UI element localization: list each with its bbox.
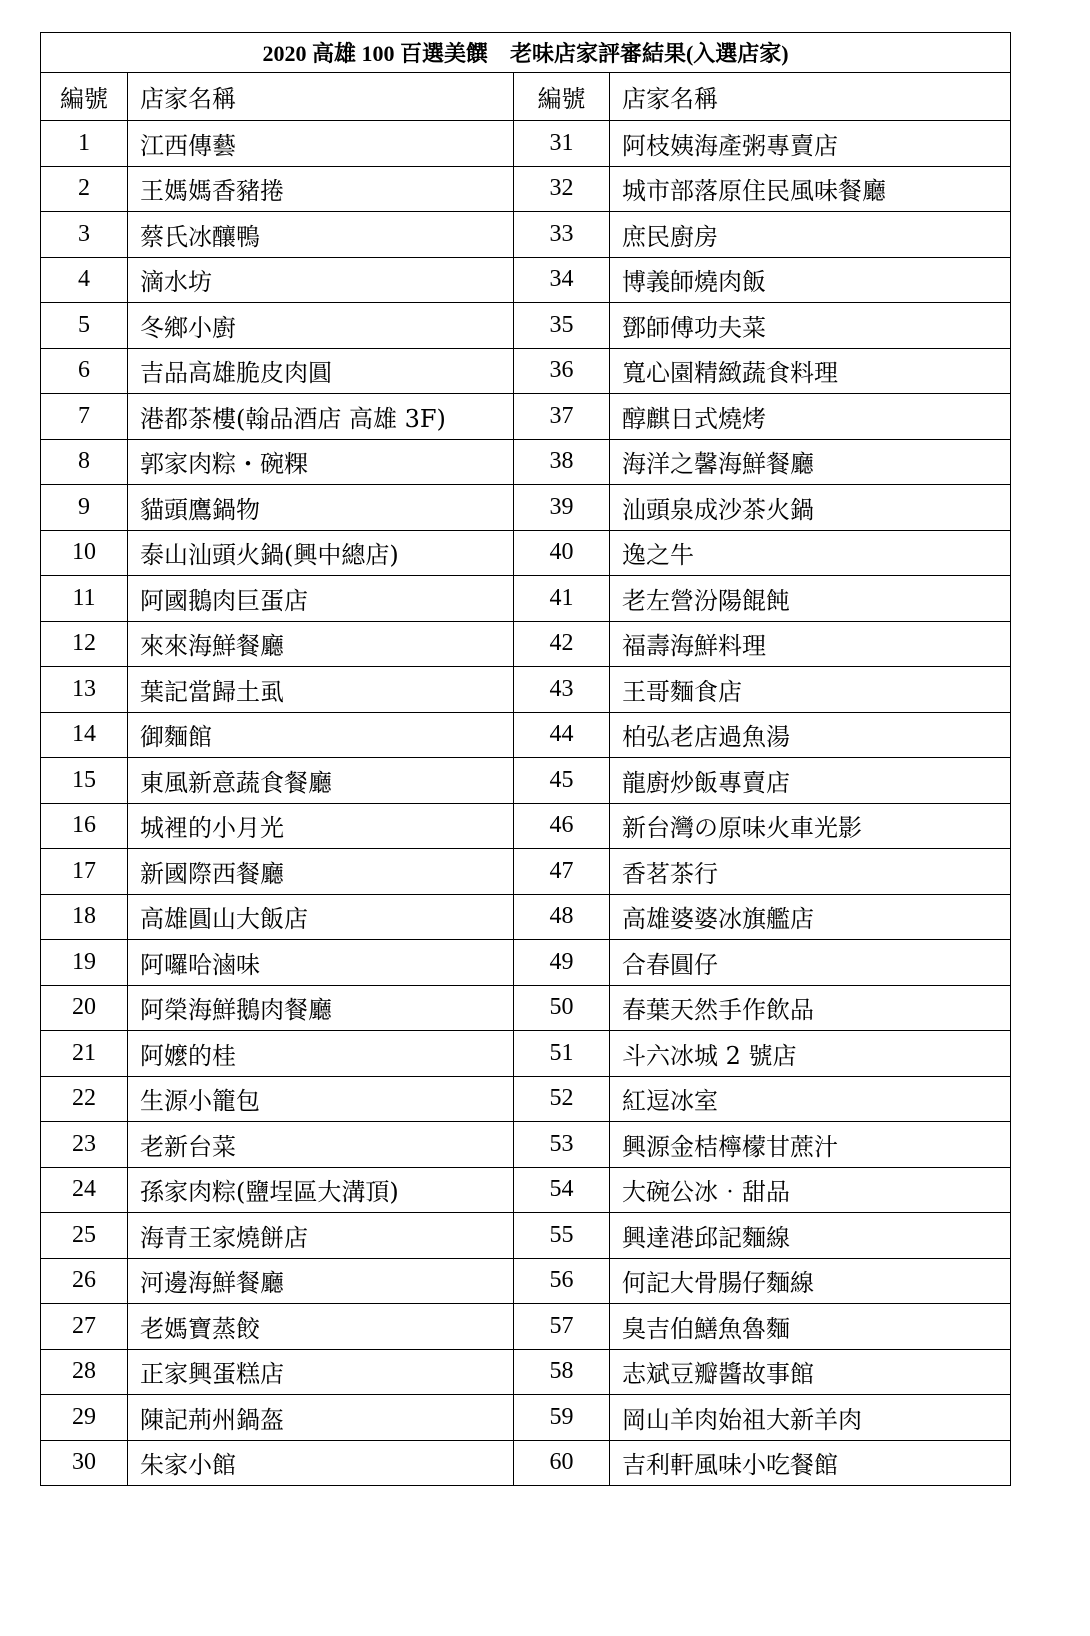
- selected-stores-table: [40, 32, 1011, 1486]
- store-name-right: 庶民廚房: [610, 212, 1011, 258]
- table-row: [41, 576, 1011, 622]
- store-number-left: 7: [41, 394, 128, 440]
- store-number-right: 55: [514, 1213, 610, 1259]
- store-number-right: 45: [514, 758, 610, 804]
- store-number-right: 40: [514, 530, 610, 576]
- store-name-right: 城市部落原住民風味餐廳: [610, 166, 1011, 212]
- table-row: [41, 485, 1011, 531]
- store-number-right: 53: [514, 1122, 610, 1168]
- store-name-left: 貓頭鷹鍋物: [128, 485, 514, 531]
- header-number-left: 編號: [41, 73, 128, 121]
- store-number-right: 56: [514, 1258, 610, 1304]
- store-number-left: 16: [41, 803, 128, 849]
- store-name-left: 滴水坊: [128, 257, 514, 303]
- store-name-right: 吉利軒風味小吃餐館: [610, 1440, 1011, 1486]
- store-name-left: 港都茶樓(翰品酒店 高雄 3F): [128, 394, 514, 440]
- store-number-left: 2: [41, 166, 128, 212]
- store-number-left: 10: [41, 530, 128, 576]
- store-number-right: 52: [514, 1076, 610, 1122]
- store-name-left: 海青王家燒餅店: [128, 1213, 514, 1259]
- table-row: [41, 166, 1011, 212]
- store-number-right: 42: [514, 621, 610, 667]
- store-number-left: 19: [41, 940, 128, 986]
- table-body: [41, 33, 1011, 1486]
- store-number-left: 17: [41, 849, 128, 895]
- store-number-right: 37: [514, 394, 610, 440]
- table-row: [41, 348, 1011, 394]
- store-number-left: 29: [41, 1395, 128, 1441]
- table-row: [41, 1349, 1011, 1395]
- header-number-right: 編號: [514, 73, 610, 121]
- store-number-left: 18: [41, 894, 128, 940]
- header-store-name-left: 店家名稱: [128, 73, 514, 121]
- store-name-left: 孫家肉粽(鹽埕區大溝頂): [128, 1167, 514, 1213]
- table-title: 2020 高雄 100 百選美饌 老味店家評審結果(入選店家): [41, 33, 1011, 73]
- table-row: [41, 1031, 1011, 1077]
- table-row: [41, 439, 1011, 485]
- store-name-right: 興達港邱記麵線: [610, 1213, 1011, 1259]
- store-number-right: 39: [514, 485, 610, 531]
- store-name-right: 臭吉伯鱔魚魯麵: [610, 1304, 1011, 1350]
- store-number-left: 21: [41, 1031, 128, 1077]
- table-row: [41, 1122, 1011, 1168]
- store-number-left: 24: [41, 1167, 128, 1213]
- store-name-left: 泰山汕頭火鍋(興中總店): [128, 530, 514, 576]
- store-name-left: 老新台菜: [128, 1122, 514, 1168]
- store-number-left: 3: [41, 212, 128, 258]
- table-row: [41, 1440, 1011, 1486]
- store-name-right: 王哥麵食店: [610, 667, 1011, 713]
- store-name-left: 生源小籠包: [128, 1076, 514, 1122]
- store-number-left: 8: [41, 439, 128, 485]
- store-name-right: 博義師燒肉飯: [610, 257, 1011, 303]
- store-name-right: 斗六冰城 2 號店: [610, 1031, 1011, 1077]
- store-number-left: 11: [41, 576, 128, 622]
- table-row: [41, 849, 1011, 895]
- store-number-right: 47: [514, 849, 610, 895]
- store-number-right: 60: [514, 1440, 610, 1486]
- table-row: [41, 212, 1011, 258]
- store-name-right: 香茗茶行: [610, 849, 1011, 895]
- store-name-left: 城裡的小月光: [128, 803, 514, 849]
- store-name-left: 冬鄉小廚: [128, 303, 514, 349]
- store-number-right: 36: [514, 348, 610, 394]
- store-number-left: 25: [41, 1213, 128, 1259]
- table-row: [41, 394, 1011, 440]
- store-name-right: 鄧師傅功夫菜: [610, 303, 1011, 349]
- store-name-right: 柏弘老店過魚湯: [610, 712, 1011, 758]
- store-number-right: 50: [514, 985, 610, 1031]
- table-row: [41, 257, 1011, 303]
- store-name-left: 郭家肉粽・碗粿: [128, 439, 514, 485]
- store-name-left: 高雄圓山大飯店: [128, 894, 514, 940]
- table-row: [41, 303, 1011, 349]
- store-name-right: 龍廚炒飯專賣店: [610, 758, 1011, 804]
- header-store-name-right: 店家名稱: [610, 73, 1011, 121]
- store-number-left: 28: [41, 1349, 128, 1395]
- table-row: [41, 1213, 1011, 1259]
- store-name-right: 興源金桔檸檬甘蔗汁: [610, 1122, 1011, 1168]
- store-name-left: 御麵館: [128, 712, 514, 758]
- table-row: [41, 1395, 1011, 1441]
- table-row: [41, 121, 1011, 167]
- table-row: [41, 940, 1011, 986]
- store-name-left: 王媽媽香豬捲: [128, 166, 514, 212]
- table-row: [41, 621, 1011, 667]
- store-number-left: 12: [41, 621, 128, 667]
- store-number-left: 15: [41, 758, 128, 804]
- store-number-right: 34: [514, 257, 610, 303]
- store-number-left: 1: [41, 121, 128, 167]
- store-number-right: 41: [514, 576, 610, 622]
- store-name-left: 阿嬤的桂: [128, 1031, 514, 1077]
- table-row: [41, 1167, 1011, 1213]
- store-name-right: 大碗公冰‧甜品: [610, 1167, 1011, 1213]
- store-number-left: 27: [41, 1304, 128, 1350]
- store-name-right: 岡山羊肉始祖大新羊肉: [610, 1395, 1011, 1441]
- store-number-right: 38: [514, 439, 610, 485]
- store-name-right: 汕頭泉成沙茶火鍋: [610, 485, 1011, 531]
- store-name-right: 福壽海鮮料理: [610, 621, 1011, 667]
- store-name-right: 合春圓仔: [610, 940, 1011, 986]
- store-number-left: 30: [41, 1440, 128, 1486]
- store-name-right: 老左營汾陽餛飩: [610, 576, 1011, 622]
- store-number-left: 23: [41, 1122, 128, 1168]
- store-name-right: 醇麒日式燒烤: [610, 394, 1011, 440]
- store-number-right: 44: [514, 712, 610, 758]
- store-number-right: 48: [514, 894, 610, 940]
- store-number-right: 31: [514, 121, 610, 167]
- store-number-left: 22: [41, 1076, 128, 1122]
- store-name-right: 志斌豆瓣醬故事館: [610, 1349, 1011, 1395]
- store-number-left: 4: [41, 257, 128, 303]
- store-name-right: 春葉天然手作飲品: [610, 985, 1011, 1031]
- store-number-left: 9: [41, 485, 128, 531]
- store-name-right: 海洋之馨海鮮餐廳: [610, 439, 1011, 485]
- store-number-left: 26: [41, 1258, 128, 1304]
- store-name-left: 阿榮海鮮鵝肉餐廳: [128, 985, 514, 1031]
- store-name-left: 阿囉哈滷味: [128, 940, 514, 986]
- store-number-right: 57: [514, 1304, 610, 1350]
- store-number-right: 51: [514, 1031, 610, 1077]
- store-name-left: 河邊海鮮餐廳: [128, 1258, 514, 1304]
- store-name-left: 東風新意蔬食餐廳: [128, 758, 514, 804]
- table-row: [41, 1304, 1011, 1350]
- table-row: [41, 985, 1011, 1031]
- store-number-right: 54: [514, 1167, 610, 1213]
- store-number-right: 59: [514, 1395, 610, 1441]
- store-number-right: 32: [514, 166, 610, 212]
- store-number-left: 14: [41, 712, 128, 758]
- store-number-right: 58: [514, 1349, 610, 1395]
- store-name-left: 新國際西餐廳: [128, 849, 514, 895]
- store-name-right: 新台灣の原味火車光影: [610, 803, 1011, 849]
- store-number-right: 43: [514, 667, 610, 713]
- store-name-left: 來來海鮮餐廳: [128, 621, 514, 667]
- store-name-right: 高雄婆婆冰旗艦店: [610, 894, 1011, 940]
- table-row: [41, 758, 1011, 804]
- table-row: [41, 712, 1011, 758]
- table-row: [41, 1258, 1011, 1304]
- store-name-left: 蔡氏冰釀鴨: [128, 212, 514, 258]
- table-row: [41, 667, 1011, 713]
- store-name-right: 何記大骨腸仔麵線: [610, 1258, 1011, 1304]
- table-row: [41, 1076, 1011, 1122]
- store-name-left: 老媽寶蒸餃: [128, 1304, 514, 1350]
- store-number-left: 5: [41, 303, 128, 349]
- table-row: [41, 530, 1011, 576]
- title-row: [41, 33, 1011, 73]
- store-name-left: 吉品高雄脆皮肉圓: [128, 348, 514, 394]
- store-number-right: 46: [514, 803, 610, 849]
- store-number-left: 13: [41, 667, 128, 713]
- store-name-left: 葉記當歸土虱: [128, 667, 514, 713]
- store-name-right: 阿枝姨海產粥專賣店: [610, 121, 1011, 167]
- table-row: [41, 894, 1011, 940]
- store-name-left: 阿國鵝肉巨蛋店: [128, 576, 514, 622]
- store-number-left: 20: [41, 985, 128, 1031]
- store-name-left: 朱家小館: [128, 1440, 514, 1486]
- store-number-right: 49: [514, 940, 610, 986]
- table-row: [41, 803, 1011, 849]
- store-name-right: 逸之牛: [610, 530, 1011, 576]
- store-name-right: 紅逗冰室: [610, 1076, 1011, 1122]
- header-row: [41, 73, 1011, 121]
- store-name-right: 寬心園精緻蔬食料理: [610, 348, 1011, 394]
- store-name-left: 江西傳藝: [128, 121, 514, 167]
- store-number-right: 35: [514, 303, 610, 349]
- store-name-left: 正家興蛋糕店: [128, 1349, 514, 1395]
- store-number-left: 6: [41, 348, 128, 394]
- store-name-left: 陳記荊州鍋盔: [128, 1395, 514, 1441]
- store-number-right: 33: [514, 212, 610, 258]
